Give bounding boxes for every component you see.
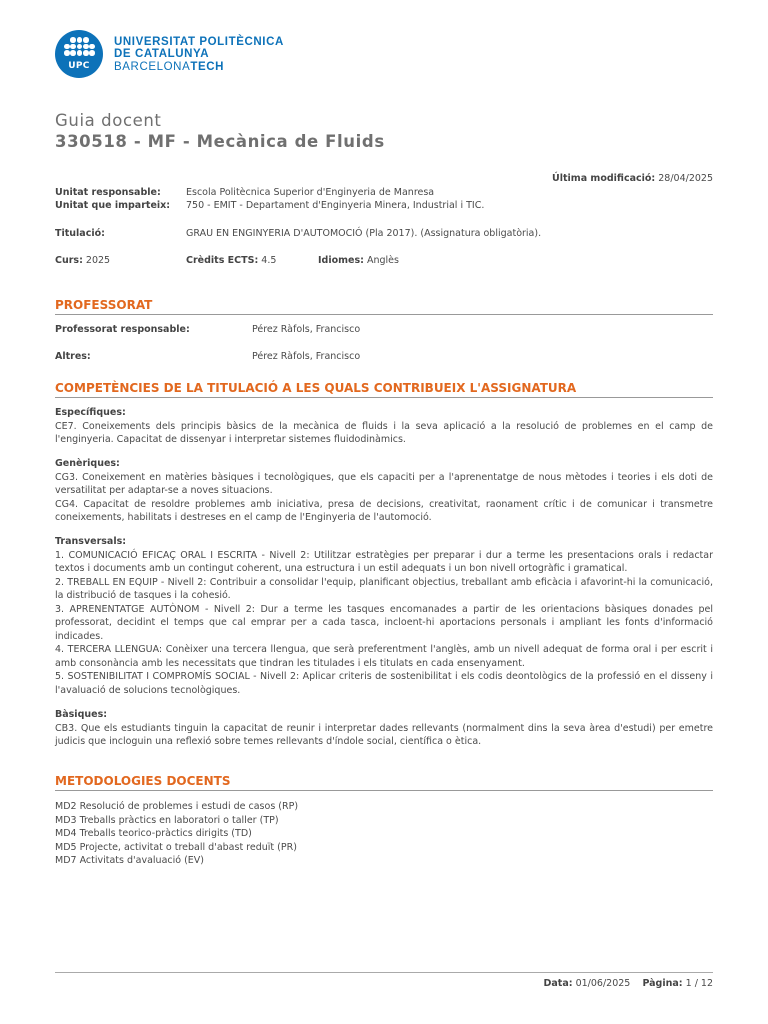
section-heading-professorat: PROFESSORAT: [55, 298, 713, 315]
ects-credits: Crèdits ECTS: 4.5: [186, 255, 277, 266]
list-item: MD7 Activitats d'avaluació (EV): [55, 855, 204, 866]
degree-value: GRAU EN ENGINYERIA D'AUTOMOCIÓ (Pla 2017). (Assignatura obligatòria).: [186, 228, 542, 239]
prof-others-value: Pérez Ràfols, Francisco: [252, 351, 361, 362]
list-item: MD2 Resolució de problemes i estudi de casos (RP): [55, 801, 299, 812]
languages: Idiomes: Anglès: [318, 255, 399, 266]
list-item: MD3 Treballs pràctics en laboratori o taller (TP): [55, 814, 279, 826]
footer-date: 01/06/2025: [575, 978, 631, 989]
competency-item: CE7. Coneixements dels principis bàsics de la mecànica de fluids i la seva aplicació a la resolució de problemes en el camp de l'enginyeria. Capacitat de dissenyar i interpretar sistemes fluidodinàmics.: [55, 420, 713, 445]
competency-item: 5. SOSTENIBILITAT I COMPROMÍS SOCIAL - Nivell 2: Aplicar criteris de sostenibilitat i els codis deontològics de la professió en el disseny i l'avaluació de solucions tecnològiques.: [55, 671, 713, 696]
list-item: MD5 Projecte, activitat o treball d'abast reduït (PR): [55, 841, 297, 853]
prof-others-label: Altres:: [55, 351, 91, 362]
course-year: Curs: 2025: [55, 255, 111, 266]
competency-item: 2. TREBALL EN EQUIP - Nivell 2: Contribuir a consolidar l'equip, planificant objectius, treballant amb eficàcia i afavorint-hi la comunicació, la distribució de tasques i la cohesió.: [55, 576, 713, 601]
competency-item: CB3. Que els estudiants tinguin la capacitat de reunir i interpretar dades rellevants (normalment dins la seva àrea d'estudi) per emetre judicis que incloguin una reflexió sobre temes rellevants d'índole social, científica o ètica.: [55, 722, 713, 747]
logo-text: UPC: [68, 61, 90, 71]
section-heading-competencies: COMPETÈNCIES DE LA TITULACIÓ A LES QUALS CONTRIBUEIX L'ASSIGNATURA: [55, 381, 713, 398]
competencies-transversal: Transversals: 1. COMUNICACIÓ EFICAÇ ORAL I ESCRITA - Nivell 2: Utilitzar estratègies per preparar i dur a terme les presentacions orals i redactar textos i documents amb un contingut coherent, una estructura i un estil adequats i un bon nivell ortogràfic i gramatical. 2. TREBALL EN EQUIP - Nivell 2: Contribuir a consolidar l'equip, planificant objectius, treballant amb eficàcia i afavorint-hi la comunicació, la distribució de tasques i la cohesió. 3. APRENENTATGE AUTÒNOM - Nivell 2: Dur a terme les tasques encomanades a partir de les orientacions bàsiques donades pel professorat, decidint el temps que cal emprar per a cada tasca, incloent-hi aportacions personals i ampliant les fonts d'informació indicades. 4. TERCERA LLENGUA: Conèixer una tercera llengua, que serà preferentment l'anglès, amb un nivell adequat de forma oral i per escrit i amb consonància amb les necessitats que tindran les titulades i els titulats en cada ensenyament. 5. SOSTENIBILITAT I COMPROMÍS SOCIAL - Nivell 2: Aplicar criteris de sostenibilitat i els codis deontològics de la professió en el disseny i l'avaluació de solucions tecnològiques.: [55, 536, 713, 696]
competencies-specific: Específiques: CE7. Coneixements dels principis bàsics de la mecànica de fluids i la seva aplicació a la resolució de problemes en el camp de l'enginyeria. Capacitat de dissenyar i interpretar sistemes fluidodinàmics.: [55, 407, 713, 445]
competency-item: 3. APRENENTATGE AUTÒNOM - Nivell 2: Dur a terme les tasques encomanades a partir de les orientacions bàsiques donades pel professorat, decidint el temps que cal emprar per a cada tasca, incloent-hi aportacions personals i ampliant les fonts d'informació indicades.: [55, 603, 713, 642]
competency-item: 4. TERCERA LLENGUA: Conèixer una tercera llengua, que serà preferentment l'anglès, amb un nivell adequat de forma oral i per escrit i amb consonància amb les necessitats que tindran les titulades i els titulats en cada ensenyament.: [55, 644, 713, 669]
doc-title: Guia docent: [55, 111, 162, 130]
university-name-line1: UNIVERSITAT POLITÈCNICA: [114, 36, 284, 48]
footer-divider: [55, 972, 713, 973]
unit-teach-value: 750 - EMIT - Departament d'Enginyeria Minera, Industrial i TIC.: [186, 200, 485, 211]
prof-resp-label: Professorat responsable:: [55, 324, 190, 335]
methodologies-list: [55, 800, 713, 868]
degree-label: Titulació:: [55, 228, 105, 239]
upc-logo: [55, 30, 103, 78]
section-heading-methodologies: METODOLOGIES DOCENTS: [55, 774, 713, 791]
competencies-generic: Genèriques: CG3. Coneixement en matèries bàsiques i tecnològiques, que els capaciti per a l'aprenentatge de nous mètodes i teories i els doti de versatilitat per adaptar-se a noves situacions. CG4. Capacitat de resoldre problemes amb iniciativa, presa de decisions, creativitat, raonament crític i de comunicar i transmetre coneixements, habilitats i destreses en el camp de l'Enginyeria de l'automoció.: [55, 458, 713, 523]
footer-info: Data: 01/06/2025 Pàgina: 1 / 12: [543, 978, 713, 989]
competencies-basic: Bàsiques: CB3. Que els estudiants tinguin la capacitat de reunir i interpretar dades rellevants (normalment dins la seva àrea d'estudi) per emetre judicis que incloguin una reflexió sobre temes rellevants d'índole social, científica o ètica.: [55, 709, 713, 747]
unit-resp-label: Unitat responsable:: [55, 187, 161, 198]
list-item: MD4 Treballs teorico-pràctics dirigits (TD): [55, 828, 252, 839]
competency-item: CG3. Coneixement en matèries bàsiques i tecnològiques, que els capaciti per a l'aprenentatge de nous mètodes i teories i els doti de versatilitat per adaptar-se a noves situacions.: [55, 471, 713, 496]
last-modified: Última modificació: 28/04/2025: [552, 173, 713, 184]
university-name-line3: BARCELONATECH: [114, 61, 225, 73]
course-title: 330518 - MF - Mecànica de Fluids: [55, 132, 385, 151]
unit-resp-value: Escola Politècnica Superior d'Enginyeria de Manresa: [186, 187, 435, 198]
university-name-line2: DE CATALUNYA: [114, 48, 210, 60]
footer-page-number: 1 / 12: [685, 978, 713, 989]
competency-item: CG4. Capacitat de resoldre problemes amb iniciativa, presa de decisions, creativitat, raonament crític i de comunicar i transmetre coneixements, habilitats i destreses en el camp de l'Enginyeria de l'automoció.: [55, 498, 713, 523]
prof-resp-value: Pérez Ràfols, Francisco: [252, 324, 361, 335]
unit-teach-label: Unitat que imparteix:: [55, 200, 171, 211]
competency-item: 1. COMUNICACIÓ EFICAÇ ORAL I ESCRITA - Nivell 2: Utilitzar estratègies per preparar i dur a terme les presentacions orals i redactar textos i documents amb un contingut coherent, una estructura i un estil adequats i un bon nivell ortogràfic i gramatical.: [55, 549, 713, 574]
